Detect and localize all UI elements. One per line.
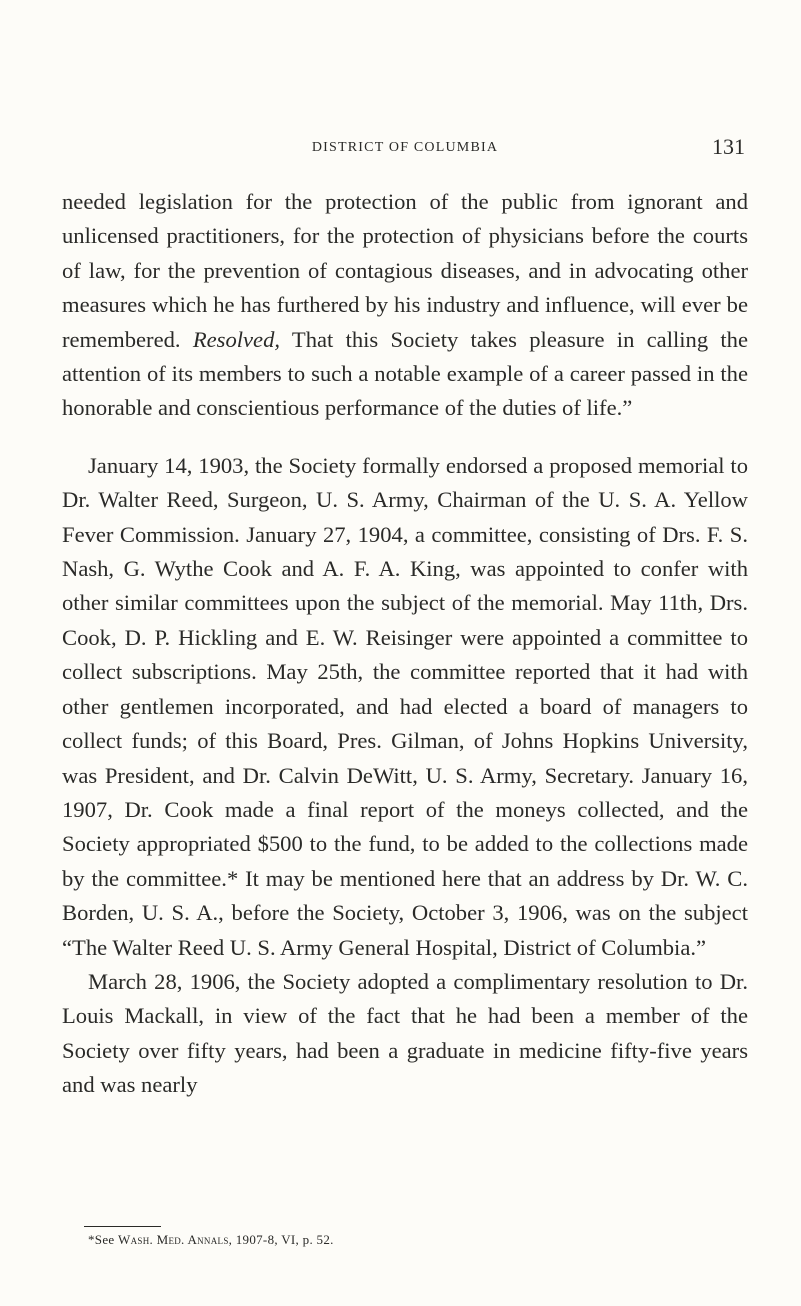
paragraph-walter-reed-memorial: January 14, 1903, the Society formally endorsed a proposed memorial to Dr. Walter Reed, Surgeon, U. S. Army, Chairman of the U. S. A. Yellow Fever Commission. January 27, 1904, a committee, consisting of Drs. F. S. Nash, G. Wythe Cook and A. F. A. King, was appointed to confer with other similar committees upon the subject of the memorial. May 11th, Drs. Cook, D. P. Hickling and E. W. Reisinger were appointed a committee to collect subscriptions. May 25th, the committee reported that it had with other gentlemen incorporated, and had elected a board of managers to collect funds; of this Board, Pres. Gilman, of Johns Hopkins University, was President, and Dr. Calvin DeWitt, U. S. Army, Secretary. January 16, 1907, Dr. Cook made a final report of the moneys collected, and the Society appropriated $500 to the fund, to be added to the collections made by the committee.* It may be mentioned here that an address by Dr. W. C. Borden, U. S. A., before the Society, October 3, 1906, was on the subject “The Walter Reed U. S. Army General Hospital, District of Columbia.” (62, 452, 748, 960)
body-text (62, 185, 748, 1103)
paragraph-resolution (62, 185, 748, 426)
paragraph-text: needed legislation for the protection of the public from ignorant and unlicensed practitioners, for the protection of physicians before the courts of law, for the prevention of contagious diseases, and in advocating other measures which he has furthered by his industry and influence, will ever be remembered. (62, 189, 748, 352)
running-title: DISTRICT OF COLUMBIA (311, 140, 499, 155)
footnote-prefix: *See (88, 1232, 119, 1247)
paragraph-louis-mackall: March 28, 1906, the Society adopted a complimentary resolution to Dr. Louis Mackall, in view of the fact that he had been a member of the Society over fifty years, had been a graduate in medicine fifty-five years and was nearly (62, 968, 748, 1098)
footnote (88, 1232, 334, 1248)
footnote-reference: 1907-8, VI, p. 52. (232, 1232, 334, 1247)
page-header (105, 134, 745, 159)
page-number: 131 (712, 134, 745, 159)
paragraph-text: That this Society takes pleasure in calling the attention of its members to such a notable example of a career passed in the honorable and conscientious performance of the duties of life.” (62, 326, 748, 421)
footnote-rule (84, 1226, 161, 1227)
resolved-word: Resolved, (192, 326, 281, 352)
footnote-journal: Wash. Med. Annals, (118, 1232, 233, 1247)
